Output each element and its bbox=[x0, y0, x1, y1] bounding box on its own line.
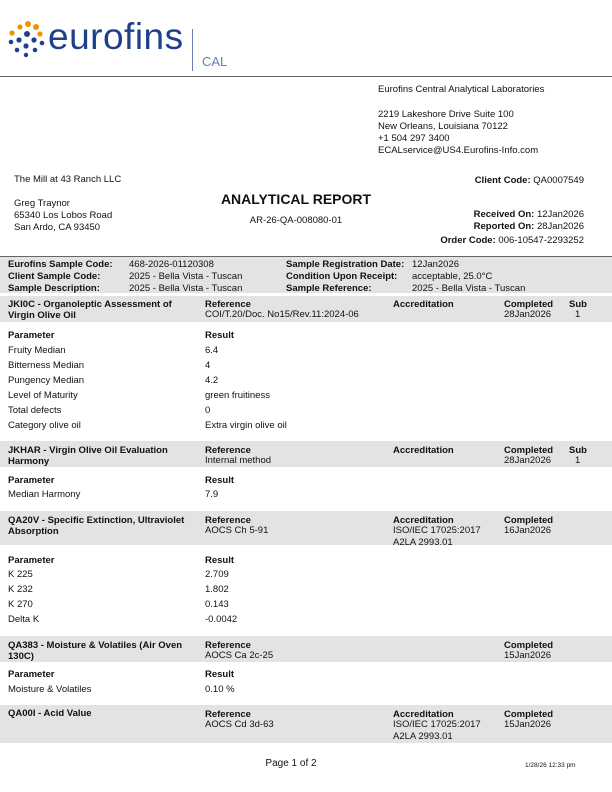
test-completed: 28Jan2026 bbox=[504, 309, 552, 320]
test-completed: 28Jan2026 bbox=[504, 455, 552, 466]
reference-label: Reference bbox=[205, 640, 251, 651]
logo-wordmark: eurofins bbox=[48, 16, 184, 57]
param-result: 0.143 bbox=[205, 599, 229, 610]
param-name: K 225 bbox=[8, 569, 33, 580]
received-label: Received On: bbox=[473, 209, 535, 220]
sample-desc: 2025 - Bella Vista - Tuscan bbox=[129, 283, 243, 294]
param-result: 7.9 bbox=[205, 489, 219, 500]
parameter-header: Parameter bbox=[8, 475, 55, 486]
report-title: ANALYTICAL REPORT bbox=[220, 191, 372, 207]
sub-label: Sub bbox=[569, 299, 587, 310]
reference-label: Reference bbox=[205, 299, 251, 310]
test-completed: 16Jan2026 bbox=[504, 525, 552, 536]
param-name: Level of Maturity bbox=[8, 390, 78, 401]
sample-reg-label: Sample Registration Date: bbox=[286, 259, 405, 270]
test-reference: Internal method bbox=[205, 455, 272, 466]
param-name: Fruity Median bbox=[8, 345, 66, 356]
received-value: 12Jan2026 bbox=[536, 209, 584, 220]
reference-label: Reference bbox=[205, 445, 251, 456]
sample-ref-label: Sample Reference: bbox=[286, 283, 372, 294]
parameter-header: Parameter bbox=[8, 330, 55, 341]
logo-divider bbox=[192, 29, 193, 71]
result-header: Result bbox=[205, 475, 235, 486]
param-name: Category olive oil bbox=[8, 420, 81, 431]
accreditation-label: Accreditation bbox=[393, 709, 454, 720]
test-name-line1: QA00I - Acid Value bbox=[8, 708, 92, 719]
param-name: Moisture & Volatiles bbox=[8, 684, 92, 695]
param-result: 2.709 bbox=[205, 569, 229, 580]
received-row bbox=[474, 209, 584, 220]
param-result: 1.802 bbox=[205, 584, 229, 595]
lab-address2: New Orleans, Louisiana 70122 bbox=[378, 121, 508, 132]
result-header: Result bbox=[205, 330, 235, 341]
page-number: Page 1 of 2 bbox=[265, 758, 317, 769]
accreditation-label: Accreditation bbox=[393, 515, 454, 526]
client-sample-code-label: Client Sample Code: bbox=[8, 271, 101, 282]
lab-email[interactable]: ECALservice@US4.Eurofins-Info.com bbox=[378, 145, 539, 156]
test-completed: 15Jan2026 bbox=[504, 719, 552, 730]
accreditation-label: Accreditation bbox=[393, 299, 454, 310]
sample-code: 468-2026-01120308 bbox=[129, 259, 214, 270]
test-name-line2: Harmony bbox=[8, 456, 50, 467]
completed-label: Completed bbox=[504, 640, 554, 651]
test-reference: COI/T.20/Doc. No15/Rev.11:2024-06 bbox=[205, 309, 359, 320]
test-accreditation-line2: A2LA 2993.01 bbox=[393, 537, 453, 548]
test-sub: 1 bbox=[575, 455, 581, 466]
client-city: San Ardo, CA 93450 bbox=[14, 222, 101, 233]
sample-desc-label: Sample Description: bbox=[8, 283, 100, 294]
accreditation-label: Accreditation bbox=[393, 445, 454, 456]
client-company: The Mill at 43 Ranch LLC bbox=[14, 174, 122, 185]
sub-label: Sub bbox=[569, 445, 587, 456]
param-result: 6.4 bbox=[205, 345, 219, 356]
sample-cond-label: Condition Upon Receipt: bbox=[286, 271, 398, 282]
test-name-line1: QA383 - Moisture & Volatiles (Air Oven bbox=[8, 640, 183, 651]
sample-reg: 12Jan2026 bbox=[412, 259, 460, 270]
reference-label: Reference bbox=[205, 709, 251, 720]
sample-code-label: Eurofins Sample Code: bbox=[8, 259, 113, 270]
client-code-row bbox=[475, 175, 584, 186]
param-result: 4 bbox=[205, 360, 211, 371]
completed-label: Completed bbox=[504, 445, 554, 456]
order-label: Order Code: bbox=[440, 235, 496, 246]
completed-label: Completed bbox=[504, 515, 554, 526]
result-header: Result bbox=[205, 669, 235, 680]
test-completed: 15Jan2026 bbox=[504, 650, 552, 661]
sample-ref: 2025 - Bella Vista - Tuscan bbox=[412, 283, 526, 294]
reported-label: Reported On: bbox=[473, 221, 535, 232]
header-rule bbox=[0, 76, 612, 77]
print-timestamp: 1/28/26 12:33 pm bbox=[525, 762, 576, 769]
test-accreditation-line1: ISO/IEC 17025:2017 bbox=[393, 525, 481, 536]
reported-value: 28Jan2026 bbox=[536, 221, 584, 232]
report-number: AR-26-QA-008080-01 bbox=[249, 215, 343, 226]
test-name-line1: JKHAR - Virgin Olive Oil Evaluation bbox=[8, 445, 168, 456]
param-result: Extra virgin olive oil bbox=[205, 420, 287, 431]
order-value: 006-10547-2293252 bbox=[498, 235, 584, 246]
test-name-line2: 130C) bbox=[8, 651, 34, 662]
test-name-line2: Virgin Olive Oil bbox=[8, 310, 76, 321]
param-result: 4.2 bbox=[205, 375, 219, 386]
sample-cond: acceptable, 25.0°C bbox=[412, 271, 493, 282]
param-name: Bitterness Median bbox=[8, 360, 85, 371]
client-street: 65340 Los Lobos Road bbox=[14, 210, 113, 221]
test-name-line2: Absorption bbox=[8, 526, 59, 537]
param-name: K 232 bbox=[8, 584, 33, 595]
test-reference: AOCS Ca 2c-25 bbox=[205, 650, 274, 661]
param-result: -0.0042 bbox=[205, 614, 238, 625]
test-reference: AOCS Cd 3d-63 bbox=[205, 719, 274, 730]
param-result: 0.10 % bbox=[205, 684, 235, 695]
parameter-header: Parameter bbox=[8, 555, 55, 566]
eurofins-logo-icon bbox=[7, 20, 47, 58]
client-code-label: Client Code: bbox=[474, 175, 531, 186]
test-reference: AOCS Ch 5-91 bbox=[205, 525, 269, 536]
test-accreditation-line2: A2LA 2993.01 bbox=[393, 731, 453, 742]
param-name: Delta K bbox=[8, 614, 40, 625]
parameter-header: Parameter bbox=[8, 669, 55, 680]
lab-address1: 2219 Lakeshore Drive Suite 100 bbox=[378, 109, 514, 120]
param-name: Pungency Median bbox=[8, 375, 85, 386]
lab-name: Eurofins Central Analytical Laboratories bbox=[378, 84, 545, 95]
test-name-line1: JKI0C - Organoleptic Assessment of bbox=[8, 299, 172, 310]
reported-row bbox=[474, 221, 584, 232]
param-name: Total defects bbox=[8, 405, 62, 416]
param-result: 0 bbox=[205, 405, 211, 416]
order-row bbox=[440, 235, 584, 246]
logo-division: CAL bbox=[202, 54, 228, 69]
lab-phone: +1 504 297 3400 bbox=[378, 133, 450, 144]
completed-label: Completed bbox=[504, 709, 554, 720]
completed-label: Completed bbox=[504, 299, 554, 310]
client-code-value: QA0007549 bbox=[533, 175, 584, 186]
client-contact: Greg Traynor bbox=[14, 198, 70, 209]
test-sub: 1 bbox=[575, 309, 581, 320]
test-name-line1: QA20V - Specific Extinction, Ultraviolet bbox=[8, 515, 185, 526]
reference-label: Reference bbox=[205, 515, 251, 526]
client-sample-code: 2025 - Bella Vista - Tuscan bbox=[129, 271, 243, 282]
param-name: K 270 bbox=[8, 599, 33, 610]
param-name: Median Harmony bbox=[8, 489, 81, 500]
result-header: Result bbox=[205, 555, 235, 566]
test-accreditation-line1: ISO/IEC 17025:2017 bbox=[393, 719, 481, 730]
param-result: green fruitiness bbox=[205, 390, 270, 401]
